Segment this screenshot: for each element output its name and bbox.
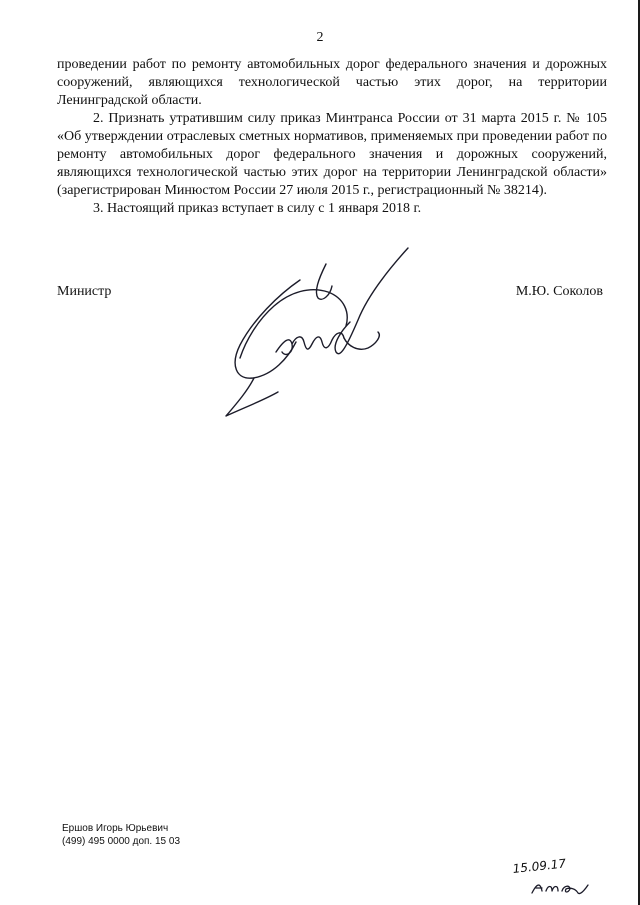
handwritten-date: 15.09.17 <box>512 856 567 876</box>
document-body <box>57 56 607 218</box>
signatory-title: Министр <box>57 284 112 299</box>
paragraph-1: проведении работ по ремонту автомобильных дорог федерального значения и дорожных сооружений, являющихся технологической частью этих дорог, на территории Ленинградской области. <box>57 57 607 108</box>
handwritten-signature <box>218 240 418 425</box>
handwritten-initials <box>530 877 590 897</box>
contact-phone: (499) 495 0000 доп. 15 03 <box>62 836 181 847</box>
page-number: 2 <box>316 30 324 45</box>
contact-name: Ершов Игорь Юрьевич <box>62 823 169 834</box>
paragraph-2: 2. Признать утратившим силу приказ Минтранса России от 31 марта 2015 г. № 105 «Об утверждении отраслевых сметных нормативов, применяемых при проведении работ по ремонту автомобильных дорог федерального значения и дорожных сооружений, являющихся технологической частью этих дорог на территории Ленинградской области» (зарегистрирован Минюстом России 27 июля 2015 г., регистрационный № 38214). <box>57 111 607 198</box>
contact-block <box>62 822 180 848</box>
handwritten-note <box>512 856 592 898</box>
paragraph-3: 3. Настоящий приказ вступает в силу с 1 января 2018 г. <box>93 201 422 216</box>
signatory-name: М.Ю. Соколов <box>515 284 603 299</box>
